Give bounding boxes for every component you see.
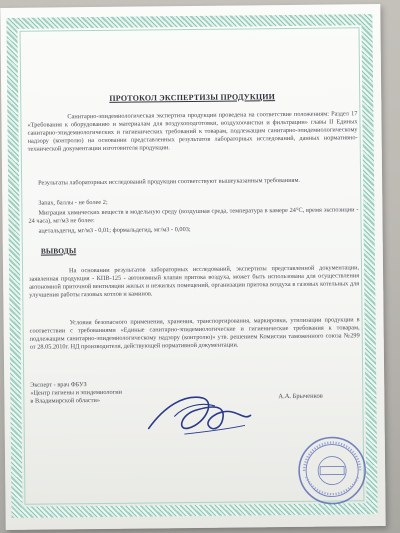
odor-line: Запах, баллы - не более 2; (38, 198, 108, 207)
expert-name: А.А. Брыченков (278, 392, 323, 401)
handwritten-signature (144, 375, 255, 446)
expert-organization: «Центр гигиены и эпидемиологии (30, 388, 123, 397)
expert-region: в Владимирской области» (30, 397, 101, 405)
document-sheet (0, 4, 385, 530)
results-paragraph: Результаты лабораторных исследований продукции соответствуют вышеуказанным требованиям. (38, 176, 301, 187)
migration-paragraph: Миграция химических веществ в модельную среду (воздушная среда, температура в камере 24°С, время экспозиции - 24 часа), мг/м3 не более: (28, 206, 359, 225)
intro-paragraph: Санитарно-эпидемиологическая экспертиза продукции проведена на соответствие положениям: Раздел 17 «Требования к оборудованию и материалам для воздухоподготовки, воздухоочистки и фильтрации» главы II Единых санитарно-эпидемиологических и гигиенических требований к товарам, подлежащим санитарно-эпидемиологическому надзору (контролю) на основании представленных результатов лабораторных исследований, данных нормативно-технической документации изготовителя продукции. (27, 110, 358, 154)
conclusions-heading: ВЫВОДЫ (40, 246, 77, 256)
conclusion-paragraph-1: На основании результатов лабораторных исследований, экспертизы представленной документации, заявленная продукция - КПВ-125 - автономный клапан притока воздуха, может быть использована для осуществления автономной приточной вентиляции жилых и нежилых помещений, организации притока воздуха в газовых котельных для улучшения работы газовых котлов и каминов. (29, 264, 360, 299)
document-title: ПРОТОКОЛ ЭКСПЕРТИЗЫ ПРОДУКЦИИ (109, 92, 276, 103)
substances-line: ацетальдегид, мг/м3 - 0,01; формальдегид, мг/м3 - 0,003; (38, 226, 191, 235)
expert-title: Эксперт - врач ФБУЗ (30, 381, 87, 389)
conclusion-paragraph-2: Условия безопасного применения, хранения, транспортирования, маркировки, утилизации продукции в соответствии с требованиями «Единые санитарно-эпидемиологические и гигиенические требования к товарам, подлежащим санитарно-эпидемиологическому надзору (контролю)» утв. решением Комиссии таможенного союза №299 от 28.05.2010г. НД производителя, действующей нормативной документации. (29, 316, 360, 351)
official-stamp (296, 434, 369, 507)
